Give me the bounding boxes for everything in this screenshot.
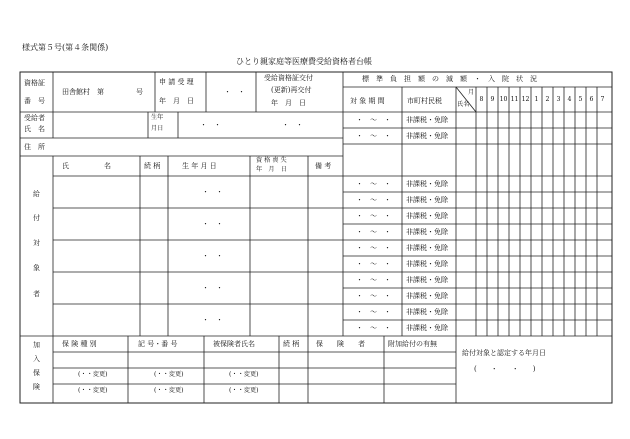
burden-name-header: 氏名 xyxy=(457,101,470,108)
burden-period-value: ・ 〜 ・ xyxy=(356,260,391,268)
burden-period-value: ・ 〜 ・ xyxy=(356,308,391,316)
insurance-code-change-2: (・・変更) xyxy=(154,387,184,394)
recipient-birth-label-2: 月日 xyxy=(151,125,164,132)
beneficiary-side-label-1: 給 xyxy=(33,190,40,198)
beneficiary-birth-dots: ・ ・ xyxy=(202,252,223,260)
month-label: 2 xyxy=(545,96,550,103)
col-birth-header: 生 年 月 日 xyxy=(182,162,217,170)
month-label: 5 xyxy=(578,96,583,103)
beneficiary-birth-dots: ・ ・ xyxy=(202,188,223,196)
recipient-label-1: 受給者 xyxy=(24,114,45,122)
application-date-dots: ・ ・ xyxy=(224,88,245,96)
insurance-type-change-1: (・・変更) xyxy=(78,371,108,378)
beneficiary-side-label-5: 者 xyxy=(33,290,40,298)
col-relation-header: 続 柄 xyxy=(144,162,161,170)
cert-no-village: 田舎館村 第 xyxy=(62,88,104,96)
insurance-side-label-1: 加 xyxy=(33,341,40,349)
burden-period-value: ・ 〜 ・ xyxy=(356,180,391,188)
burden-tax-value: 非課税・免除 xyxy=(406,212,448,220)
col-name-header: 氏 名 xyxy=(62,162,111,170)
month-label: 7 xyxy=(600,96,605,103)
insurance-insured-change-2: (・・変更) xyxy=(229,387,259,394)
insurance-additional-header: 附加給付の有無 xyxy=(388,340,437,348)
beneficiary-side-label-4: 象 xyxy=(33,264,40,272)
burden-tax-header: 市町村民税 xyxy=(407,97,442,105)
form-title: ひとり親家庭等医療費受給資格者台帳 xyxy=(236,57,372,66)
insurance-insurer-header: 保 険 者 xyxy=(316,340,365,348)
recipient-birth-dots: ・ ・ xyxy=(200,121,221,129)
insurance-type-change-2: (・・変更) xyxy=(78,387,108,394)
recipient-date-dots: ・ ・ xyxy=(282,121,303,129)
burden-tax-value: 非課税・免除 xyxy=(406,196,448,204)
recipient-birth-label-1: 生年 xyxy=(151,114,164,121)
application-label-2: 年 月 日 xyxy=(159,97,194,105)
burden-tax-value: 非課税・免除 xyxy=(406,324,448,332)
month-label: 4 xyxy=(567,96,572,103)
cert-no-suffix: 号 xyxy=(136,88,143,96)
burden-period-value: ・ 〜 ・ xyxy=(356,244,391,252)
month-label: 8 xyxy=(479,96,484,103)
beneficiary-birth-dots: ・ ・ xyxy=(202,284,223,292)
recipient-label-2: 氏 名 xyxy=(24,125,45,133)
burden-tax-value: 非課税・免除 xyxy=(406,276,448,284)
burden-tax-value: 非課税・免除 xyxy=(406,116,448,124)
card-issue-label-3: 年 月 日 xyxy=(271,99,306,107)
burden-tax-value: 非課税・免除 xyxy=(406,260,448,268)
month-label: 10 xyxy=(499,96,508,103)
burden-period-header: 対 象 期 間 xyxy=(350,97,385,105)
burden-tax-value: 非課税・免除 xyxy=(406,292,448,300)
beneficiary-birth-dots: ・ ・ xyxy=(202,220,223,228)
burden-period-value: ・ 〜 ・ xyxy=(356,132,391,140)
insurance-type-header: 保 険 種 別 xyxy=(62,340,97,348)
burden-tax-value: 非課税・免除 xyxy=(406,228,448,236)
burden-tax-value: 非課税・免除 xyxy=(406,308,448,316)
card-issue-label-1: 受給資格証交付 xyxy=(264,74,313,82)
burden-tax-value: 非課税・免除 xyxy=(406,180,448,188)
insurance-insured-header: 被保険者氏名 xyxy=(213,340,255,348)
insurance-relation-header: 続 柄 xyxy=(283,340,300,348)
insurance-insured-change-1: (・・変更) xyxy=(229,371,259,378)
month-label: 6 xyxy=(589,96,594,103)
month-label: 11 xyxy=(510,96,519,103)
col-loss-header-1: 資 格 喪 失 xyxy=(256,157,287,164)
beneficiary-birth-dots: ・ ・ xyxy=(202,316,223,324)
recognition-date-label: 給付対象と認定する年月日 xyxy=(462,349,546,357)
application-label-1: 申 請 受 理 xyxy=(159,78,194,86)
month-label: 3 xyxy=(556,96,561,103)
burden-period-value: ・ 〜 ・ xyxy=(356,212,391,220)
insurance-side-label-3: 保 xyxy=(33,369,40,377)
burden-tax-value: 非課税・免除 xyxy=(406,244,448,252)
month-label: 12 xyxy=(521,96,530,103)
col-loss-header-2: 年 月 日 xyxy=(256,166,287,173)
month-label: 1 xyxy=(534,96,539,103)
burden-period-value: ・ 〜 ・ xyxy=(356,292,391,300)
insurance-side-label-4: 険 xyxy=(33,383,40,391)
insurance-code-header: 記 号・番 号 xyxy=(138,340,178,348)
burden-header: 標 準 負 担 額 の 減 額 ・ 入 院 状 況 xyxy=(362,75,537,83)
cert-no-label-2: 番 号 xyxy=(24,97,45,105)
beneficiary-side-label-3: 対 xyxy=(33,239,40,247)
month-label: 9 xyxy=(490,96,495,103)
burden-tax-value: 非課税・免除 xyxy=(406,132,448,140)
recognition-date-value: ( ・ ・ ) xyxy=(474,365,536,373)
address-label: 住 所 xyxy=(24,143,45,151)
insurance-side-label-2: 入 xyxy=(33,355,40,363)
burden-period-value: ・ 〜 ・ xyxy=(356,228,391,236)
burden-period-value: ・ 〜 ・ xyxy=(356,276,391,284)
beneficiary-side-label-2: 付 xyxy=(33,214,40,222)
burden-period-value: ・ 〜 ・ xyxy=(356,116,391,124)
burden-period-value: ・ 〜 ・ xyxy=(356,196,391,204)
burden-period-value: ・ 〜 ・ xyxy=(356,324,391,332)
card-issue-label-2: (更新)再交付 xyxy=(271,86,312,94)
form-id: 様式第５号(第４条関係) xyxy=(22,43,109,52)
col-note-header: 備 考 xyxy=(315,162,332,170)
cert-no-label-1: 資格証 xyxy=(24,79,45,87)
burden-month-header: 月 xyxy=(468,89,475,96)
insurance-code-change-1: (・・変更) xyxy=(154,371,184,378)
